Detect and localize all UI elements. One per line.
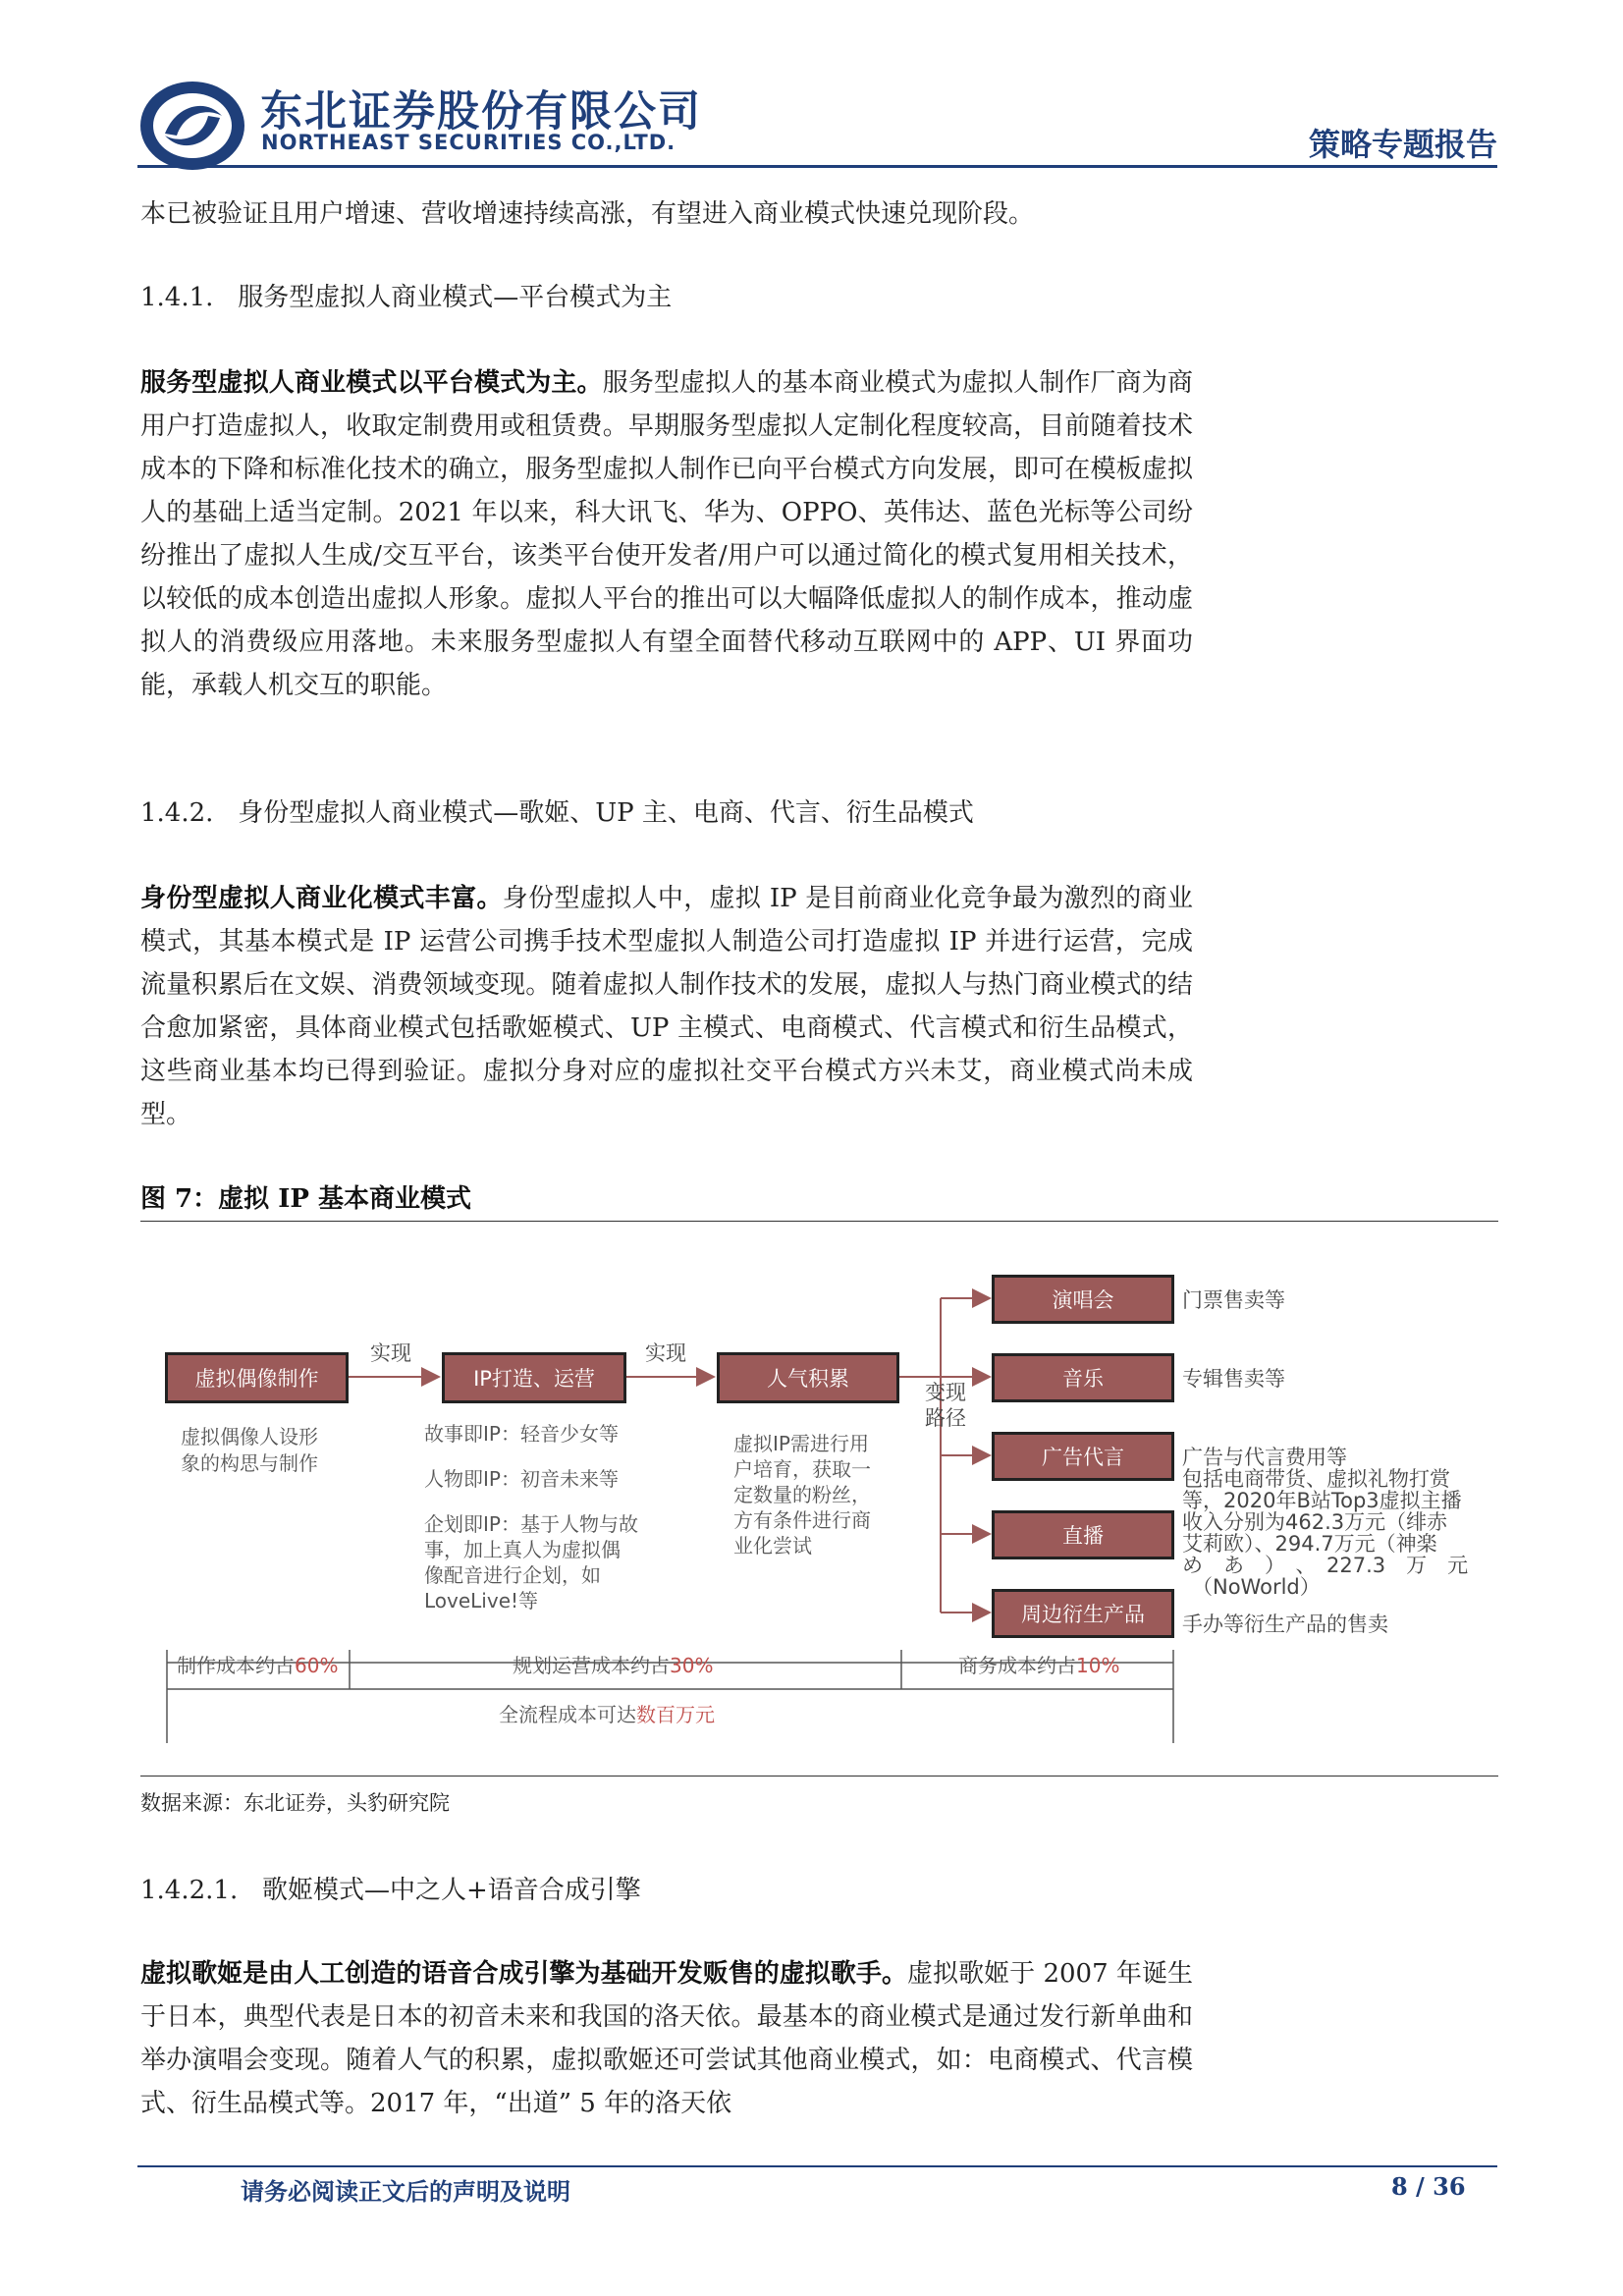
livestream-desc-line: め あ ） 、 227.3 万 元 <box>1182 1554 1469 1577</box>
accum-line: 定数量的粉丝， <box>733 1483 871 1506</box>
cost-operation <box>513 1653 713 1678</box>
accum-line: 方有条件进行商 <box>733 1508 871 1532</box>
paragraph-body: 虚拟歌姬于 2007 年诞生于日本，典型代表是日本的初音未来和我国的洛天依。最基本的商业模式是通过发行新单曲和举办演唱会变现。随着人气的积累，虚拟歌姬还可尝试其他商业模式，如：电商模式、代言模式、衍生品模式等。2017 年，“出道” 5 年的洛天依 <box>140 1959 1193 2118</box>
ip-plan-line: 事，加上真人为虚拟偶 <box>424 1538 621 1561</box>
ip-plan-line: LoveLive!等 <box>424 1589 539 1613</box>
figure-source: 数据来源：东北证券，头豹研究院 <box>140 1791 450 1815</box>
outcome-desc: 手办等衍生产品的售卖 <box>1182 1613 1388 1636</box>
livestream-desc-line: （NoWorld） <box>1192 1575 1321 1599</box>
ip-type: 人物即IP：初音未来等 <box>424 1467 619 1491</box>
lead-sentence: 身份型虚拟人商业化模式丰富。 <box>140 884 503 913</box>
paragraph-service-avatar <box>140 361 1193 707</box>
figure-bottom-rule <box>140 1776 1498 1777</box>
company-name-en: NORTHEAST SECURITIES CO.,LTD. <box>261 131 676 154</box>
footer-divider <box>137 2165 1497 2167</box>
branch-label: 路径 <box>925 1406 966 1430</box>
cost-pct: 60% <box>295 1654 339 1677</box>
figure-caption: 图 7：虚拟 IP 基本商业模式 <box>140 1184 471 1214</box>
heading-1-4-2: 1.4.2. 身份型虚拟人商业模式—歌姬、UP 主、电商、代言、衍生品模式 <box>140 798 974 828</box>
heading-1-4-2-1: 1.4.2.1. 歌姬模式—中之人+语音合成引擎 <box>140 1876 641 1905</box>
arrow-label: 实现 <box>370 1341 411 1365</box>
accum-line: 户培育，获取一 <box>733 1457 871 1481</box>
cost-label: 规划运营成本约占 <box>513 1654 670 1677</box>
stage-desc: 象的构思与制作 <box>181 1451 318 1475</box>
northeast-securities-logo <box>137 77 247 175</box>
intro-paragraph: 本已被验证且用户增速、营收增速持续高涨，有望进入商业模式快速兑现阶段。 <box>140 199 1035 229</box>
lead-sentence: 虚拟歌姬是由人工创造的语音合成引擎为基础开发贩售的虚拟歌手。 <box>140 1959 907 1989</box>
header-divider <box>137 165 1497 168</box>
cost-label: 商务成本约占 <box>958 1654 1076 1677</box>
stage-box-popularity: 人气积累 <box>717 1352 899 1403</box>
lead-sentence: 服务型虚拟人商业模式以平台模式为主。 <box>140 368 603 398</box>
cost-total <box>499 1702 715 1727</box>
paragraph-body: 身份型虚拟人中，虚拟 IP 是目前商业化竞争最为激烈的商业模式，其基本模式是 IP 运营公司携手技术型虚拟人制造公司打造虚拟 IP 并进行运营，完成流量积累后在文娱、消费领域变现。随着虚拟人制作技术的发展，虚拟人与热门商业模式的结合愈加紧密，具体商业模式包括歌姬模式、UP 主模式、电商模式、代言模式和衍生品模式，这些商业基本均已得到验证。虚拟分身对应的虚拟社交平台模式方兴未艾，商业模式尚未成型。 <box>140 884 1193 1129</box>
company-name-cn: 东北证券股份有限公司 <box>260 87 702 137</box>
outcome-desc: 广告与代言费用等 <box>1182 1446 1347 1469</box>
accum-line: 业化尝试 <box>733 1534 812 1558</box>
ip-plan-line: 像配音进行企划，如 <box>424 1563 601 1587</box>
ip-type: 故事即IP：轻音少女等 <box>424 1422 619 1446</box>
outcome-box-livestream: 直播 <box>992 1510 1174 1559</box>
livestream-desc-line: 收入分别为462.3万元（绯赤 <box>1182 1510 1448 1534</box>
cost-label: 制作成本约占 <box>177 1654 295 1677</box>
heading-1-4-1: 1.4.1. 服务型虚拟人商业模式—平台模式为主 <box>140 283 673 312</box>
outcome-desc: 门票售卖等 <box>1182 1288 1285 1312</box>
livestream-desc-line: 艾莉欧）、294.7万元（神楽 <box>1182 1532 1437 1556</box>
report-type: 策略专题报告 <box>1308 126 1497 163</box>
outcome-box-concert: 演唱会 <box>992 1275 1174 1324</box>
outcome-box-merchandise: 周边衍生产品 <box>992 1589 1174 1638</box>
footer-disclaimer: 请务必阅读正文后的声明及说明 <box>241 2177 570 2206</box>
outcome-box-endorsement: 广告代言 <box>992 1432 1174 1481</box>
paragraph-identity-avatar <box>140 877 1193 1136</box>
livestream-desc-line: 等，2020年B站Top3虚拟主播 <box>1182 1489 1462 1512</box>
paragraph-body: 服务型虚拟人的基本商业模式为虚拟人制作厂商为商用户打造虚拟人，收取定制费用或租赁费。早期服务型虚拟人定制化程度较高，目前随着技术成本的下降和标准化技术的确立，服务型虚拟人制作已向平台模式方向发展，即可在模板虚拟人的基础上适当定制。2021 年以来，科大讯飞、华为、OPPO、英伟达、蓝色光标等公司纷纷推出了虚拟人生成/交互平台，该类平台使开发者/用户可以通过简化的模式复用相关技术，以较低的成本创造出虚拟人形象。虚拟人平台的推出可以大幅降低虚拟人的制作成本，推动虚拟人的消费级应用落地。未来服务型虚拟人有望全面替代移动互联网中的 APP、UI 界面功能，承载人机交互的职能。 <box>140 368 1193 700</box>
branch-label: 变现 <box>925 1381 966 1404</box>
outcome-desc: 专辑售卖等 <box>1182 1367 1285 1391</box>
livestream-desc-line: 包括电商带货、虚拟礼物打赏 <box>1182 1467 1450 1491</box>
accum-line: 虚拟IP需进行用 <box>733 1432 869 1455</box>
paragraph-virtual-singer <box>140 1952 1193 2125</box>
figure-top-rule <box>140 1221 1498 1222</box>
cost-amount: 数百万元 <box>636 1703 715 1726</box>
cost-pct: 30% <box>670 1654 714 1677</box>
cost-business <box>958 1653 1119 1678</box>
stage-box-ip-operation: IP打造、运营 <box>442 1352 626 1403</box>
cost-production <box>177 1653 338 1678</box>
arrow-label: 实现 <box>645 1341 686 1365</box>
cost-pct: 10% <box>1076 1654 1120 1677</box>
business-model-diagram <box>137 1232 1512 1763</box>
page-number: 8 / 36 <box>1391 2172 1466 2201</box>
stage-box-avatar-production: 虚拟偶像制作 <box>165 1352 349 1403</box>
cost-label: 全流程成本可达 <box>499 1703 636 1726</box>
outcome-box-music: 音乐 <box>992 1353 1174 1402</box>
ip-plan-line: 企划即IP：基于人物与故 <box>424 1512 638 1536</box>
stage-desc: 虚拟偶像人设形 <box>181 1425 318 1449</box>
